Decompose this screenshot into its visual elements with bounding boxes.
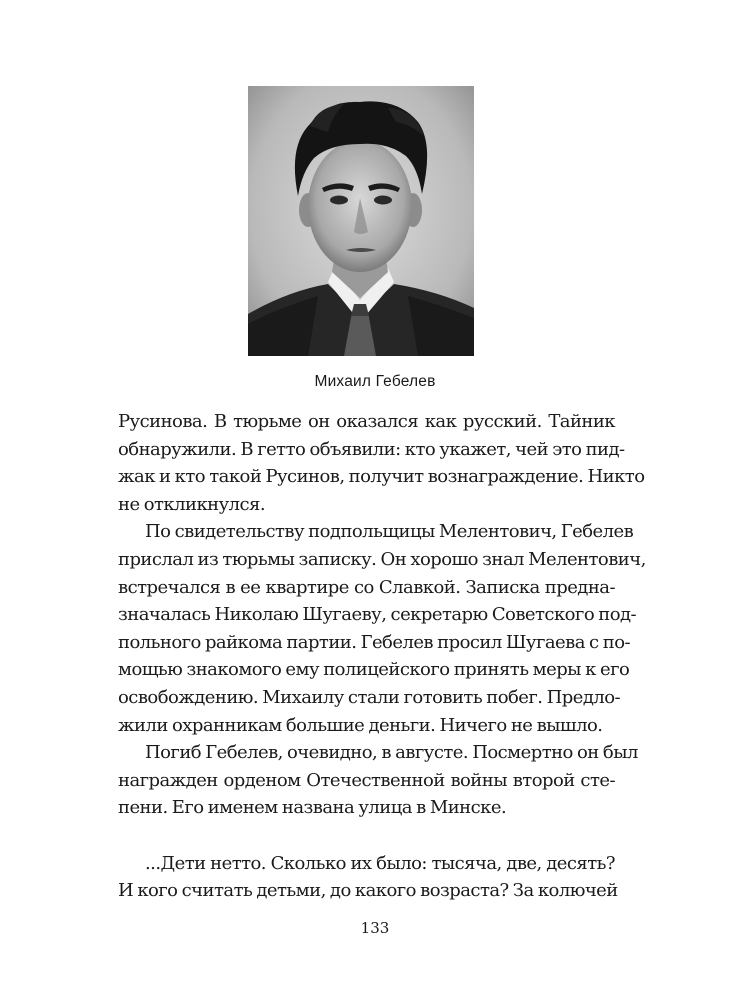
text-line: прислал из тюрьмы записку. Он хорошо знал Мелентович, <box>118 548 646 570</box>
text-line: жили охранникам большие деньги. Ничего не вышло. <box>118 714 603 736</box>
body-text <box>118 408 646 905</box>
text-line: награжден орденом Отечественной войны второй сте- <box>118 769 615 791</box>
text-line: польного райкома партии. Гебелев просил Шугаева с по- <box>118 631 631 653</box>
text-line: жак и кто такой Русинов, получит вознаграждение. Никто <box>118 466 645 488</box>
text-line: Погиб Гебелев, очевидно, в августе. Посмертно он был <box>145 742 638 764</box>
text-line: мощью знакомого ему полицейского принять меры к его <box>118 659 630 681</box>
page-number: 133 <box>360 919 390 937</box>
text-line: значалась Николаю Шугаеву, секретарю Советского под- <box>118 604 637 626</box>
text-line: По свидетельству подпольщицы Мелентович, Гебелев <box>145 521 634 543</box>
portrait-photo <box>248 86 474 356</box>
text-line: освобождению. Михаилу стали готовить побег. Предло- <box>118 686 621 708</box>
text-line: обнаружили. В гетто объявили: кто укажет, чей это пид- <box>118 438 625 460</box>
text-line: пени. Его именем названа улица в Минске. <box>118 797 507 819</box>
text-line: ...Дети нетто. Сколько их было: тысяча, две, десять? <box>145 852 615 874</box>
text-line: встречался в ее квартире со Славкой. Записка предна- <box>118 576 615 598</box>
paragraph-gap <box>118 822 615 850</box>
photo-caption: Михаил Гебелев <box>314 373 436 390</box>
text-line: И кого считать детьми, до какого возраста? За колючей <box>118 880 618 902</box>
text-line: Русинова. В тюрьме он оказался как русский. Тайник <box>118 411 615 432</box>
text-line: не откликнулся. <box>118 493 266 515</box>
